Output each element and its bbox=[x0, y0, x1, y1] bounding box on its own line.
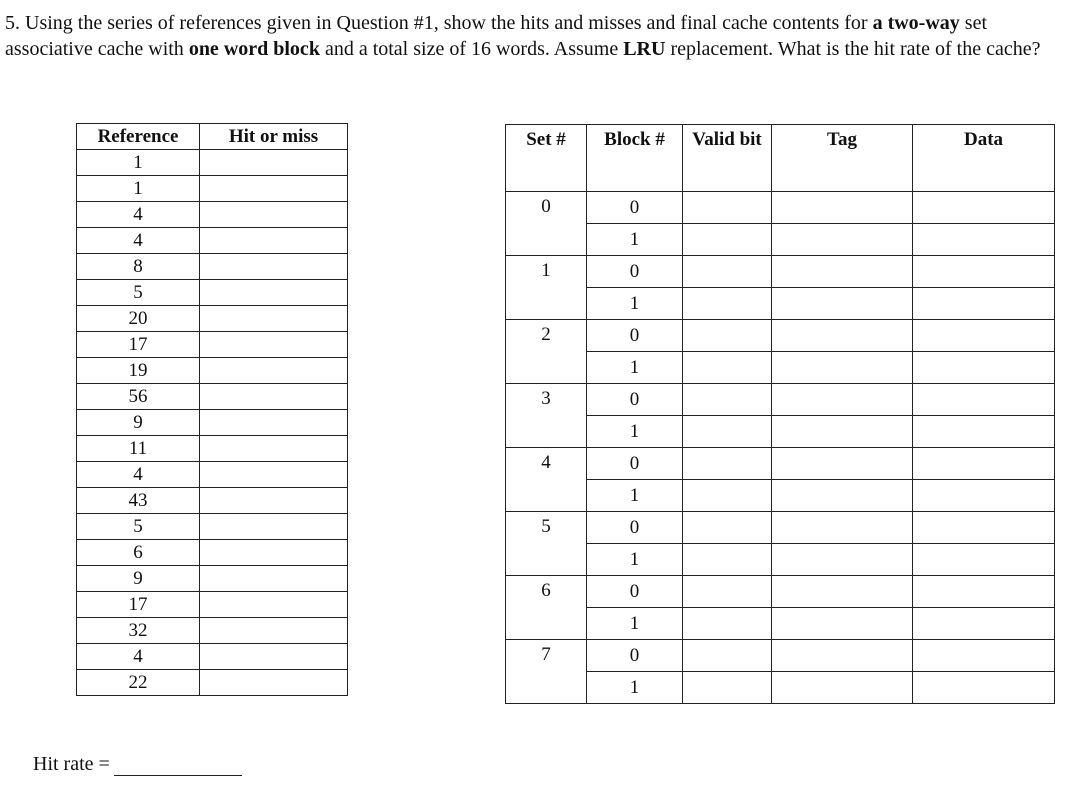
block-number: 0 bbox=[587, 448, 683, 480]
hit-or-miss-cell[interactable] bbox=[200, 514, 348, 540]
data-cell[interactable] bbox=[913, 352, 1055, 384]
set-number: 1 bbox=[506, 256, 587, 320]
tag-cell[interactable] bbox=[772, 640, 913, 672]
cache-row bbox=[506, 224, 1055, 256]
block-number: 0 bbox=[587, 320, 683, 352]
data-cell[interactable] bbox=[913, 480, 1055, 512]
cache-row bbox=[506, 192, 1055, 224]
data-cell[interactable] bbox=[913, 256, 1055, 288]
hit-or-miss-cell[interactable] bbox=[200, 228, 348, 254]
cache-row bbox=[506, 288, 1055, 320]
hit-rate-blank[interactable] bbox=[114, 755, 242, 776]
reference-row bbox=[77, 384, 348, 410]
set-number: 2 bbox=[506, 320, 587, 384]
reference-value: 43 bbox=[77, 488, 200, 514]
tag-cell[interactable] bbox=[772, 608, 913, 640]
cache-row bbox=[506, 256, 1055, 288]
block-number: 1 bbox=[587, 544, 683, 576]
reference-value: 6 bbox=[77, 540, 200, 566]
block-number: 0 bbox=[587, 640, 683, 672]
block-number: 1 bbox=[587, 672, 683, 704]
tag-header: Tag bbox=[772, 125, 913, 192]
valid-bit-cell[interactable] bbox=[683, 480, 772, 512]
valid-bit-cell[interactable] bbox=[683, 224, 772, 256]
reference-row bbox=[77, 280, 348, 306]
reference-row bbox=[77, 462, 348, 488]
tag-cell[interactable] bbox=[772, 512, 913, 544]
tag-cell[interactable] bbox=[772, 448, 913, 480]
hit-or-miss-cell[interactable] bbox=[200, 488, 348, 514]
valid-bit-cell[interactable] bbox=[683, 544, 772, 576]
data-cell[interactable] bbox=[913, 288, 1055, 320]
reference-row bbox=[77, 202, 348, 228]
reference-row bbox=[77, 332, 348, 358]
hit-or-miss-cell[interactable] bbox=[200, 254, 348, 280]
data-cell[interactable] bbox=[913, 416, 1055, 448]
valid-bit-cell[interactable] bbox=[683, 512, 772, 544]
reference-value: 56 bbox=[77, 384, 200, 410]
question-part: replacement. What is the hit rate of the cache? bbox=[665, 38, 1041, 60]
valid-bit-cell[interactable] bbox=[683, 640, 772, 672]
block-header: Block # bbox=[587, 125, 683, 192]
question-emphasis: LRU bbox=[623, 38, 666, 60]
data-cell[interactable] bbox=[913, 544, 1055, 576]
reference-row bbox=[77, 254, 348, 280]
data-cell[interactable] bbox=[913, 320, 1055, 352]
data-cell[interactable] bbox=[913, 224, 1055, 256]
question-emphasis: a two-way bbox=[872, 12, 960, 34]
reference-row bbox=[77, 358, 348, 384]
reference-header: Reference bbox=[77, 124, 200, 150]
reference-row bbox=[77, 670, 348, 696]
cache-row bbox=[506, 544, 1055, 576]
reference-value: 1 bbox=[77, 176, 200, 202]
reference-value: 4 bbox=[77, 462, 200, 488]
valid-bit-cell[interactable] bbox=[683, 288, 772, 320]
tag-cell[interactable] bbox=[772, 672, 913, 704]
tag-cell[interactable] bbox=[772, 480, 913, 512]
cache-row bbox=[506, 416, 1055, 448]
reference-row bbox=[77, 644, 348, 670]
reference-value: 9 bbox=[77, 410, 200, 436]
tag-cell[interactable] bbox=[772, 288, 913, 320]
reference-row bbox=[77, 150, 348, 176]
data-header: Data bbox=[913, 125, 1055, 192]
reference-row bbox=[77, 566, 348, 592]
hit-or-miss-header: Hit or miss bbox=[200, 124, 348, 150]
tag-cell[interactable] bbox=[772, 320, 913, 352]
hit-or-miss-cell[interactable] bbox=[200, 436, 348, 462]
hit-or-miss-cell[interactable] bbox=[200, 540, 348, 566]
cache-row bbox=[506, 512, 1055, 544]
hit-or-miss-cell[interactable] bbox=[200, 332, 348, 358]
hit-or-miss-cell[interactable] bbox=[200, 462, 348, 488]
valid-bit-cell[interactable] bbox=[683, 384, 772, 416]
reference-row bbox=[77, 306, 348, 332]
hit-or-miss-cell[interactable] bbox=[200, 150, 348, 176]
valid-bit-cell[interactable] bbox=[683, 192, 772, 224]
cache-row bbox=[506, 352, 1055, 384]
cache-row bbox=[506, 320, 1055, 352]
tag-cell[interactable] bbox=[772, 416, 913, 448]
reference-value: 32 bbox=[77, 618, 200, 644]
cache-row bbox=[506, 480, 1055, 512]
reference-row bbox=[77, 592, 348, 618]
data-cell[interactable] bbox=[913, 384, 1055, 416]
question-part: and a total size of 16 words. Assume bbox=[319, 38, 624, 60]
reference-row bbox=[77, 488, 348, 514]
reference-value: 17 bbox=[77, 332, 200, 358]
set-number: 6 bbox=[506, 576, 587, 640]
cache-row bbox=[506, 448, 1055, 480]
data-cell[interactable] bbox=[913, 448, 1055, 480]
reference-row bbox=[77, 618, 348, 644]
data-cell[interactable] bbox=[913, 640, 1055, 672]
data-cell[interactable] bbox=[913, 608, 1055, 640]
reference-row bbox=[77, 410, 348, 436]
block-number: 1 bbox=[587, 416, 683, 448]
data-cell[interactable] bbox=[913, 192, 1055, 224]
block-number: 0 bbox=[587, 192, 683, 224]
tag-cell[interactable] bbox=[772, 224, 913, 256]
cache-row bbox=[506, 384, 1055, 416]
block-number: 0 bbox=[587, 512, 683, 544]
hit-or-miss-cell[interactable] bbox=[200, 618, 348, 644]
tag-cell[interactable] bbox=[772, 576, 913, 608]
block-number: 1 bbox=[587, 608, 683, 640]
hit-or-miss-cell[interactable] bbox=[200, 280, 348, 306]
reference-row bbox=[77, 436, 348, 462]
valid-bit-cell[interactable] bbox=[683, 448, 772, 480]
question-part: 5. Using the series of references given in Question #1, show the hits and misses and final cache contents for bbox=[5, 12, 873, 34]
reference-value: 4 bbox=[77, 644, 200, 670]
reference-value: 5 bbox=[77, 514, 200, 540]
tag-cell[interactable] bbox=[772, 384, 913, 416]
tag-cell[interactable] bbox=[772, 256, 913, 288]
reference-value: 4 bbox=[77, 228, 200, 254]
reference-value: 11 bbox=[77, 436, 200, 462]
set-number: 7 bbox=[506, 640, 587, 704]
hit-rate-label: Hit rate = bbox=[33, 753, 110, 775]
hit-or-miss-cell[interactable] bbox=[200, 410, 348, 436]
tag-cell[interactable] bbox=[772, 352, 913, 384]
reference-table bbox=[76, 123, 348, 696]
block-number: 1 bbox=[587, 224, 683, 256]
reference-row bbox=[77, 514, 348, 540]
reference-value: 19 bbox=[77, 358, 200, 384]
hit-or-miss-cell[interactable] bbox=[200, 670, 348, 696]
data-cell[interactable] bbox=[913, 672, 1055, 704]
reference-value: 1 bbox=[77, 150, 200, 176]
reference-value: 20 bbox=[77, 306, 200, 332]
set-number: 0 bbox=[506, 192, 587, 256]
question-text bbox=[5, 10, 1075, 62]
reference-value: 4 bbox=[77, 202, 200, 228]
reference-row bbox=[77, 228, 348, 254]
set-number: 4 bbox=[506, 448, 587, 512]
reference-value: 5 bbox=[77, 280, 200, 306]
set-header: Set # bbox=[506, 125, 587, 192]
block-number: 1 bbox=[587, 480, 683, 512]
reference-value: 22 bbox=[77, 670, 200, 696]
set-number: 5 bbox=[506, 512, 587, 576]
cache-row bbox=[506, 672, 1055, 704]
tag-cell[interactable] bbox=[772, 544, 913, 576]
hit-or-miss-cell[interactable] bbox=[200, 202, 348, 228]
valid-bit-cell[interactable] bbox=[683, 416, 772, 448]
valid-bit-cell[interactable] bbox=[683, 320, 772, 352]
block-number: 1 bbox=[587, 352, 683, 384]
reference-row bbox=[77, 176, 348, 202]
reference-row bbox=[77, 540, 348, 566]
hit-rate bbox=[33, 753, 242, 776]
reference-value: 9 bbox=[77, 566, 200, 592]
cache-row bbox=[506, 640, 1055, 672]
hit-or-miss-cell[interactable] bbox=[200, 384, 348, 410]
data-cell[interactable] bbox=[913, 512, 1055, 544]
question-emphasis: one word block bbox=[188, 38, 320, 60]
set-number: 3 bbox=[506, 384, 587, 448]
hit-or-miss-cell[interactable] bbox=[200, 592, 348, 618]
valid-bit-cell[interactable] bbox=[683, 576, 772, 608]
hit-or-miss-cell[interactable] bbox=[200, 566, 348, 592]
reference-value: 17 bbox=[77, 592, 200, 618]
block-number: 0 bbox=[587, 256, 683, 288]
valid-bit-cell[interactable] bbox=[683, 672, 772, 704]
block-number: 0 bbox=[587, 384, 683, 416]
data-cell[interactable] bbox=[913, 576, 1055, 608]
cache-row bbox=[506, 576, 1055, 608]
cache-row bbox=[506, 608, 1055, 640]
cache-table bbox=[505, 124, 1055, 704]
valid-bit-cell[interactable] bbox=[683, 256, 772, 288]
hit-or-miss-cell[interactable] bbox=[200, 358, 348, 384]
block-number: 0 bbox=[587, 576, 683, 608]
hit-or-miss-cell[interactable] bbox=[200, 644, 348, 670]
reference-value: 8 bbox=[77, 254, 200, 280]
question-part: set associative cache with bbox=[5, 12, 987, 60]
tag-cell[interactable] bbox=[772, 192, 913, 224]
valid-bit-cell[interactable] bbox=[683, 352, 772, 384]
hit-or-miss-cell[interactable] bbox=[200, 176, 348, 202]
hit-or-miss-cell[interactable] bbox=[200, 306, 348, 332]
valid-bit-header: Valid bit bbox=[683, 125, 772, 192]
block-number: 1 bbox=[587, 288, 683, 320]
valid-bit-cell[interactable] bbox=[683, 608, 772, 640]
